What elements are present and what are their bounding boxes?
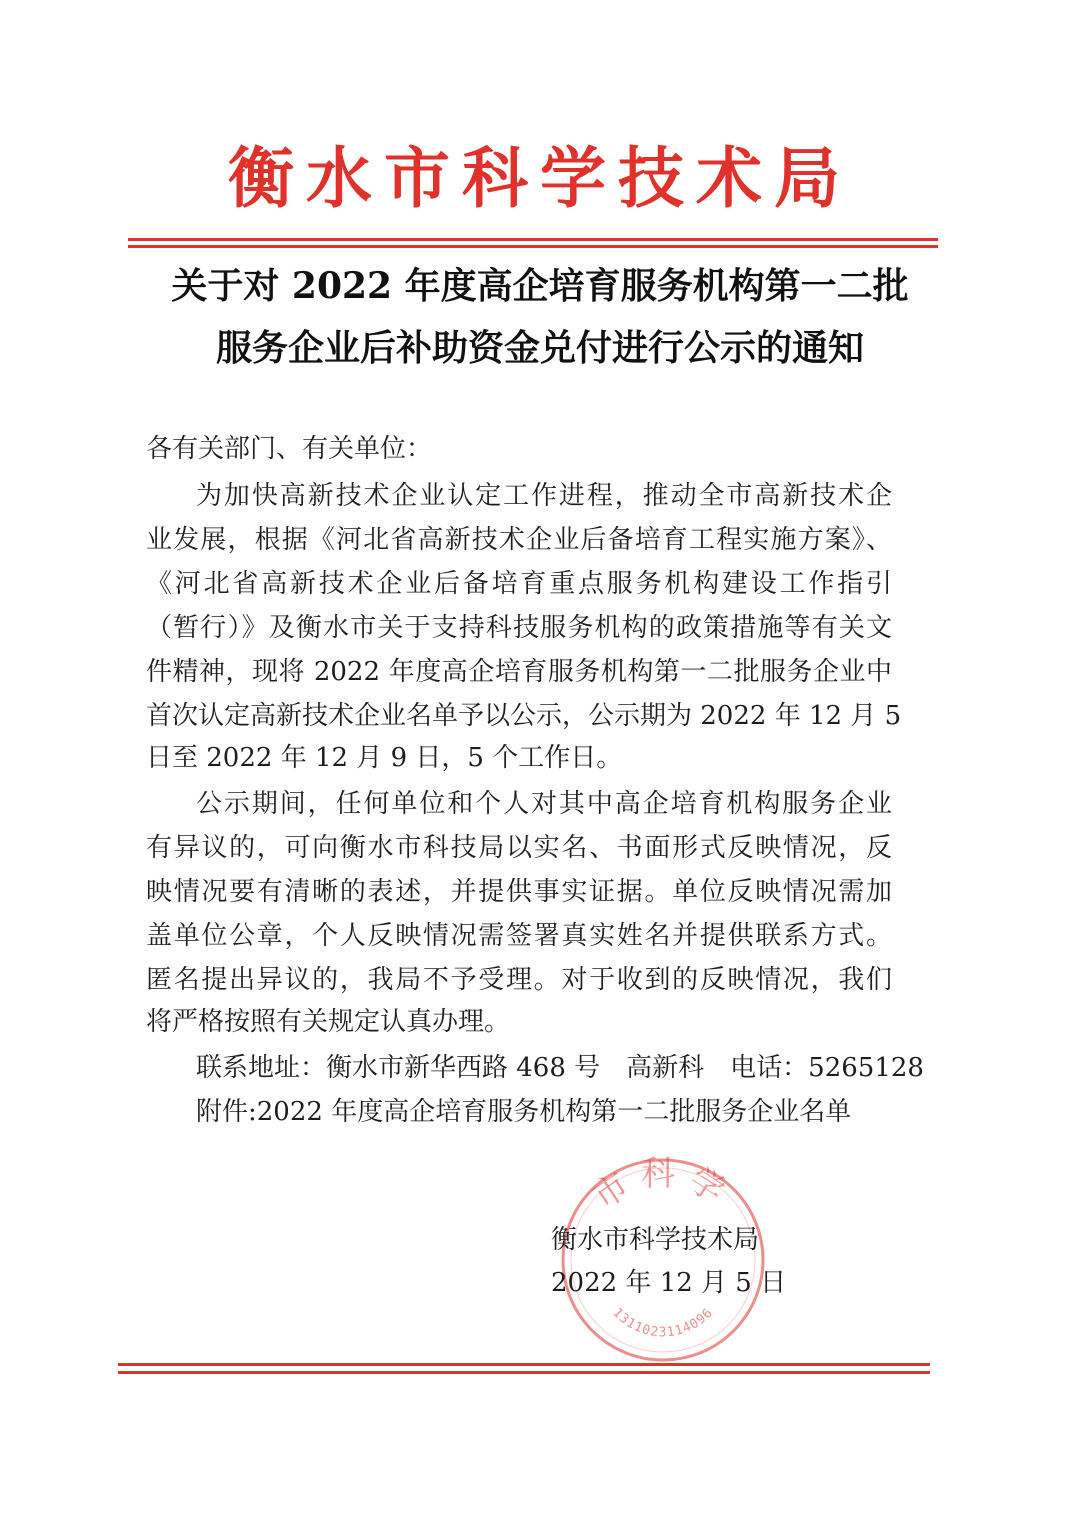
seal-number: 1311023114096	[609, 1305, 717, 1341]
svg-text:1311023114096	[610, 1305, 717, 1340]
para2-line-6: 将严格按照有关规定认真办理。	[146, 1007, 511, 1037]
contact-line: 联系地址：衡水市新华西路 468 号 高新科 电话：5265128	[196, 1053, 924, 1083]
seal-top-text: 市科学	[585, 1154, 741, 1218]
signature-date: 2022 年 12 月 5 日	[551, 1268, 787, 1298]
signature-org: 衡水市科学技术局	[551, 1225, 760, 1255]
para2-line-4: 盖单位公章，个人反映情况需签署真实姓名并提供联系方式。	[146, 921, 892, 951]
para2-line-5: 匿名提出异议的，我局不予受理。对于收到的反映情况，我们	[146, 965, 892, 995]
header-rule-bottom	[128, 245, 938, 248]
para1-line-3: 《河北省高新技术企业后备培育重点服务机构建设工作指引	[146, 569, 892, 599]
footer-rule-top	[118, 1363, 930, 1366]
salutation: 各有关部门、有关单位：	[146, 434, 433, 464]
footer-rule-bottom	[118, 1371, 930, 1374]
para1-line-7: 日至 2022 年 12 月 9 日，5 个工作日。	[146, 743, 623, 773]
para1-line-2: 业发展，根据《河北省高新技术企业后备培育工程实施方案》、	[146, 525, 892, 555]
para2-line-2: 有异议的，可向衡水市科技局以实名、书面形式反映情况，反	[146, 833, 892, 863]
header-rule-top	[128, 238, 938, 241]
para2-line-3: 映情况要有清晰的表述，并提供事实证据。单位反映情况需加	[146, 877, 892, 907]
para2-line-1: 公示期间，任何单位和个人对其中高企培育机构服务企业	[196, 789, 892, 819]
para1-line-4: （暂行）》及衡水市关于支持科技服务机构的政策措施等有关文	[146, 613, 892, 643]
para1-line-5: 件精神，现将 2022 年度高企培育服务机构第一二批服务企业中	[146, 657, 892, 687]
attachment-line: 附件:2022 年度高企培育服务机构第一二批服务企业名单	[196, 1097, 852, 1127]
svg-text:市科学	[586, 1154, 740, 1217]
para1-line-6: 首次认定高新技术企业名单予以公示，公示期为 2022 年 12 月 5	[146, 701, 902, 731]
masthead: 衡水市科学技术局	[228, 139, 852, 217]
title-line-1: 关于对 2022 年度高企培育服务机构第一二批	[171, 265, 909, 307]
para1-line-1: 为加快高新技术企业认定工作进程，推动全市高新技术企	[196, 481, 892, 511]
title-line-2: 服务企业后补助资金兑付进行公示的通知	[215, 327, 864, 369]
official-seal-stamp	[548, 1150, 778, 1370]
